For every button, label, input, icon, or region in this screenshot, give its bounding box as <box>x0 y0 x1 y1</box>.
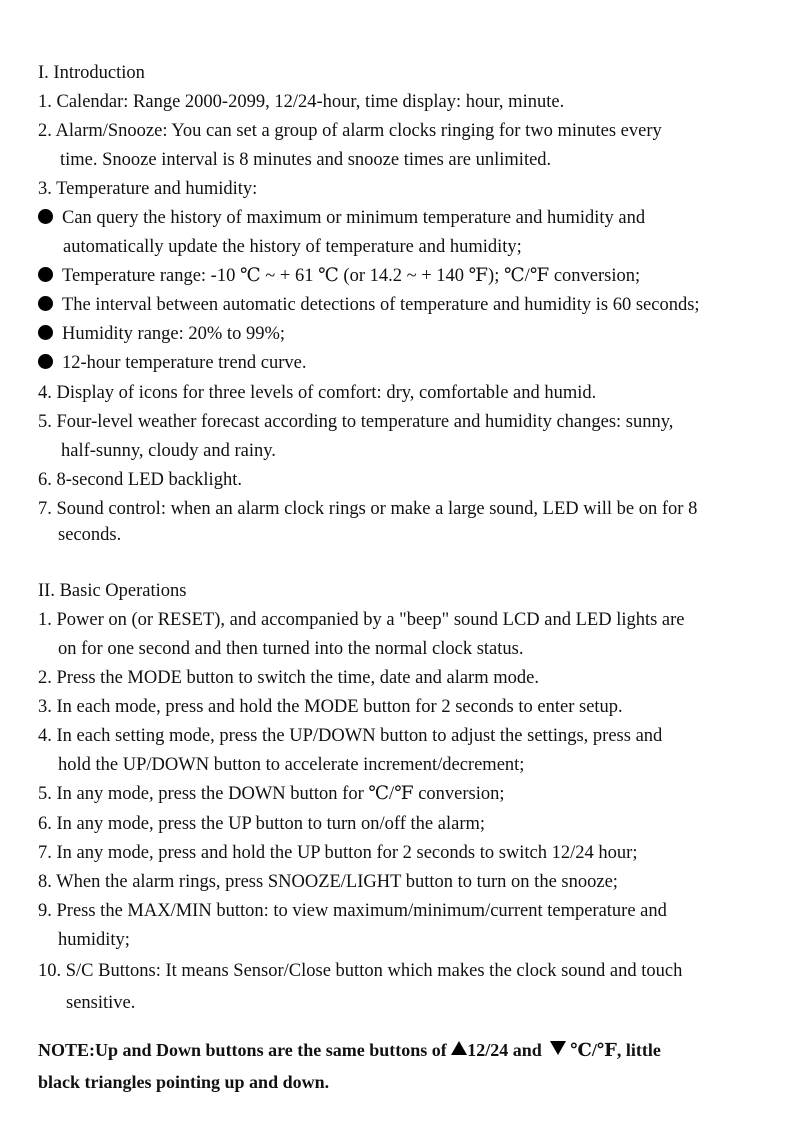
intro-item-6: 6. 8-second LED backlight. <box>38 470 242 490</box>
bullet-item-history <box>38 207 645 229</box>
intro-item-7-line-1: 7. Sound control: when an alarm clock rings or make a large sound, LED will be on for 8 <box>38 499 698 519</box>
basic-item-4-line-1: 4. In each setting mode, press the UP/DOWN button to adjust the settings, press and <box>38 726 663 746</box>
intro-item-5-line-2: half-sunny, cloudy and rainy. <box>61 441 276 461</box>
bullet-icon <box>38 325 53 340</box>
basic-item-3: 3. In each mode, press and hold the MODE button for 2 seconds to enter setup. <box>38 697 623 717</box>
bullet-icon <box>38 209 53 224</box>
note-line-2: black triangles pointing up and down. <box>38 1072 330 1092</box>
bullet-text: Humidity range: 20% to 99%; <box>62 324 285 344</box>
bullet-icon <box>38 354 53 369</box>
section-heading-basic-operations: II. Basic Operations <box>38 581 187 601</box>
note-text-2: 12/24 and <box>467 1040 547 1060</box>
bullet-item-temperature-range <box>38 265 640 287</box>
basic-item-9-line-1: 9. Press the MAX/MIN button: to view maximum/minimum/current temperature and <box>38 901 667 921</box>
bullet-item-interval <box>38 294 700 316</box>
note-line-1 <box>38 1039 661 1061</box>
bullet-text: Can query the history of maximum or minimum temperature and humidity and <box>62 208 646 228</box>
basic-item-10-line-2: sensitive. <box>66 993 136 1013</box>
basic-item-4-line-2: hold the UP/DOWN button to accelerate increment/decrement; <box>58 755 525 775</box>
bullet-icon <box>38 296 53 311</box>
intro-item-2-line-2: time. Snooze interval is 8 minutes and snooze times are unlimited. <box>60 150 552 170</box>
section-heading-introduction: I. Introduction <box>38 63 145 83</box>
intro-item-1: 1. Calendar: Range 2000-2099, 12/24-hour, time display: hour, minute. <box>38 92 565 112</box>
bullet-text: 12-hour temperature trend curve. <box>62 353 307 373</box>
basic-item-1-line-1: 1. Power on (or RESET), and accompanied by a "beep" sound LCD and LED lights are <box>38 610 685 630</box>
basic-item-6: 6. In any mode, press the UP button to turn on/off the alarm; <box>38 814 486 834</box>
intro-item-3: 3. Temperature and humidity: <box>38 179 258 199</box>
note-text-3: ℃/℉, little <box>570 1040 661 1060</box>
bullet-text: The interval between automatic detections of temperature and humidity is 60 seconds; <box>62 295 700 315</box>
bullet-item-humidity-range <box>38 323 285 345</box>
basic-item-8: 8. When the alarm rings, press SNOOZE/LIGHT button to turn on the snooze; <box>38 872 618 892</box>
basic-item-7: 7. In any mode, press and hold the UP button for 2 seconds to switch 12/24 hour; <box>38 843 638 863</box>
intro-item-7-line-2: seconds. <box>58 525 122 545</box>
basic-item-10-line-1: 10. S/C Buttons: It means Sensor/Close button which makes the clock sound and touch <box>38 961 683 981</box>
basic-item-5: 5. In any mode, press the DOWN button for ℃/℉ conversion; <box>38 784 505 804</box>
bullet-text: Temperature range: -10 ℃ ~ + 61 ℃ (or 14.2 ~ + 140 ℉); ℃/℉ conversion; <box>62 266 641 286</box>
triangle-down-icon <box>550 1041 566 1055</box>
bullet-item-trend-curve <box>38 352 307 374</box>
note-text-1: NOTE:Up and Down buttons are the same buttons of <box>38 1040 452 1060</box>
basic-item-2: 2. Press the MODE button to switch the time, date and alarm mode. <box>38 668 539 688</box>
intro-item-4: 4. Display of icons for three levels of comfort: dry, comfortable and humid. <box>38 383 597 403</box>
basic-item-9-line-2: humidity; <box>58 930 130 950</box>
basic-item-1-line-2: on for one second and then turned into the normal clock status. <box>58 639 524 659</box>
intro-item-2-line-1: 2. Alarm/Snooze: You can set a group of alarm clocks ringing for two minutes every <box>38 121 662 141</box>
bullet-icon <box>38 267 53 282</box>
intro-item-5-line-1: 5. Four-level weather forecast according to temperature and humidity changes: sunny, <box>38 412 674 432</box>
bullet-item-history-line-2: automatically update the history of temperature and humidity; <box>63 237 522 257</box>
triangle-up-icon <box>451 1041 467 1055</box>
